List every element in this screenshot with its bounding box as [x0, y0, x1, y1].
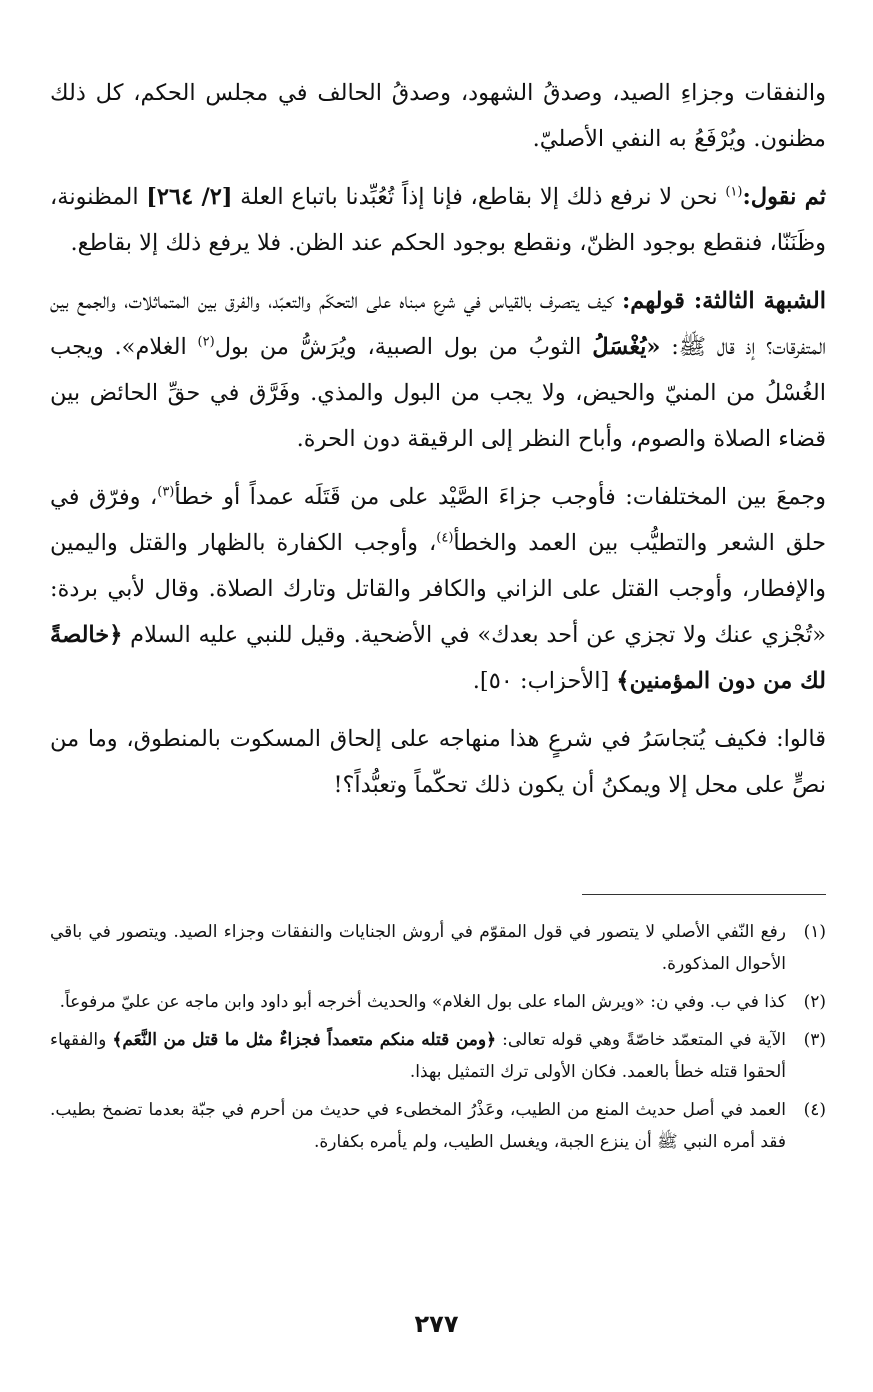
paragraph-5 [50, 716, 826, 808]
footnotes [50, 916, 826, 1164]
quran-verse-quote: ﴿خالصةً لك من دون المؤمنين﴾ [50, 622, 826, 694]
footnote-1-text: رفع النّفي الأصلي لا يتصور في قول المقوّم في أروش الجنايات والنفقات وجزاء الصيد. ويتصور في باقي الأحوال المذكورة. [50, 922, 786, 974]
paragraph-3-text-2: الثوبُ من بول الصبية، ويُرَشُّ من بول [214, 334, 593, 360]
footnote-ref-3[interactable]: (٣) [157, 484, 175, 500]
footnote-2-number: (٢) [803, 992, 826, 1012]
paragraph-1-text: والنفقات وجزاءِ الصيد، وصدقُ الشهود، وصدقُ الحالف في مجلس الحكم، كل ذلك مظنون. ويُرْفَعُ به النفي الأصليّ. [50, 80, 826, 152]
footnote-separator [582, 894, 826, 895]
paragraph-4 [50, 474, 826, 704]
paragraph-1 [50, 70, 826, 162]
footnote-3 [50, 1024, 826, 1088]
footnote-2 [50, 986, 826, 1018]
footnote-3-body [50, 1024, 786, 1088]
footnote-ref-4[interactable]: (٤) [436, 530, 454, 546]
footnote-4-number: (٤) [803, 1100, 826, 1120]
paragraph-4-text-1: وجمعَ بين المختلفات: فأوجب جزاءَ الصَّيْد على من قَتَلَه عمداً أو خطأ [174, 484, 826, 510]
hadith-quote-start: «يُغْسَلُ [592, 334, 661, 360]
footnote-3-number: (٣) [803, 1030, 826, 1050]
footnote-ref-1[interactable]: (١) [725, 184, 743, 200]
paragraph-2-lead: ثم نقول: [742, 184, 826, 210]
footnote-3-text-2: والفقهاء ألحقوا قتله خطأ بالعمد. فكان الأولى ترك التمثيل بهذا. [50, 1030, 786, 1082]
footnote-3-verse: ﴿ومن قتله منكم متعمداً فجزاءٌ مثل ما قتل من النَّعَم﴾ [112, 1030, 497, 1050]
footnote-2-text: كذا في ب. وفي ن: «ويرش الماء على بول الغلام» والحديث أخرجه أبو داود وابن ماجه عن عليّ مرفوعاً. [59, 992, 786, 1012]
paragraph-3-text-3: الغلام». ويجب الغُسْلُ من المنيّ والحيض، ولا يجب من البول والمذي. وفَرَّق في حقِّ الحائض بين قضاء الصلاة والصوم، وأباح النظر إلى الرقيقة دون الحرة. [50, 334, 826, 452]
footnote-1-number: (١) [803, 922, 826, 942]
main-text [50, 70, 826, 820]
source-page-reference: [٢/ ٢٦٤] [146, 184, 233, 210]
footnote-4-text: العمد في أصل حديث المنع من الطيب، وعَذْرُ المخطىء في حديث من أحرم في جبّة بعدما تضمخ بطيب. فقد أمره النبي ﷺ أن ينزع الجبة، ويغسل الطيب، ولم يأمره بكفارة. [50, 1100, 786, 1152]
footnote-1 [50, 916, 826, 980]
page-number: ٢٧٧ [414, 1310, 459, 1338]
paragraph-2-text-after-ref: المظنونة، وظَنَنّا، فنقطع بوجود الظنّ، ونقطع بوجود الحكم عند الظن. فلا يرفع ذلك إلا بقاطع. [50, 184, 826, 256]
paragraph-2-text-before-ref: نحن لا نرفع ذلك إلا بقاطع، فإنا إذاً تُعُبِّدنا باتباع العلة [232, 184, 726, 210]
footnote-ref-2[interactable]: (٢) [197, 334, 215, 350]
footnote-3-text-1: الآية في المتعمّد خاصّةً وهي قوله تعالى: [496, 1030, 786, 1050]
paragraph-4-text-2: ، وفرّق في حلق الشعر والتطيُّب بين العمد والخطأ [50, 484, 827, 556]
paragraph-4-text-3: ، وأوجب الكفارة بالظهار والقتل واليمين والإفطار، وأوجب القتل على الزاني والكافر والقاتل وتارك الصلاة. وقال لأبي بردة: «تُجْزي عنك ولا تجزي عن أحد بعدك» في الأضحية. وقيل للنبي عليه السلام [50, 530, 826, 648]
paragraph-3-text-1: كيف يتصرف بالقياس في شرع مبناه على التحكّم والتعبّد، والفرق بين المتماثلات، والجمع بين المتفرقات؟ إذ قال ﷺ: [50, 288, 827, 360]
paragraph-2 [50, 174, 826, 266]
paragraph-3 [50, 278, 826, 462]
paragraph-5-text: قالوا: فكيف يُتجاسَرُ في شرعٍ هذا منهاجه على إلحاق المسكوت بالمنطوق، وما من نصٍّ على محل إلا ويمكنُ أن يكون ذلك تحكّماً وتعبُّداً؟! [50, 726, 826, 798]
paragraph-4-text-4: [الأحزاب: ٥٠]. [472, 668, 617, 694]
footnote-4 [50, 1094, 826, 1158]
paragraph-3-lead: الشبهة الثالثة: قولهم: [621, 288, 826, 314]
